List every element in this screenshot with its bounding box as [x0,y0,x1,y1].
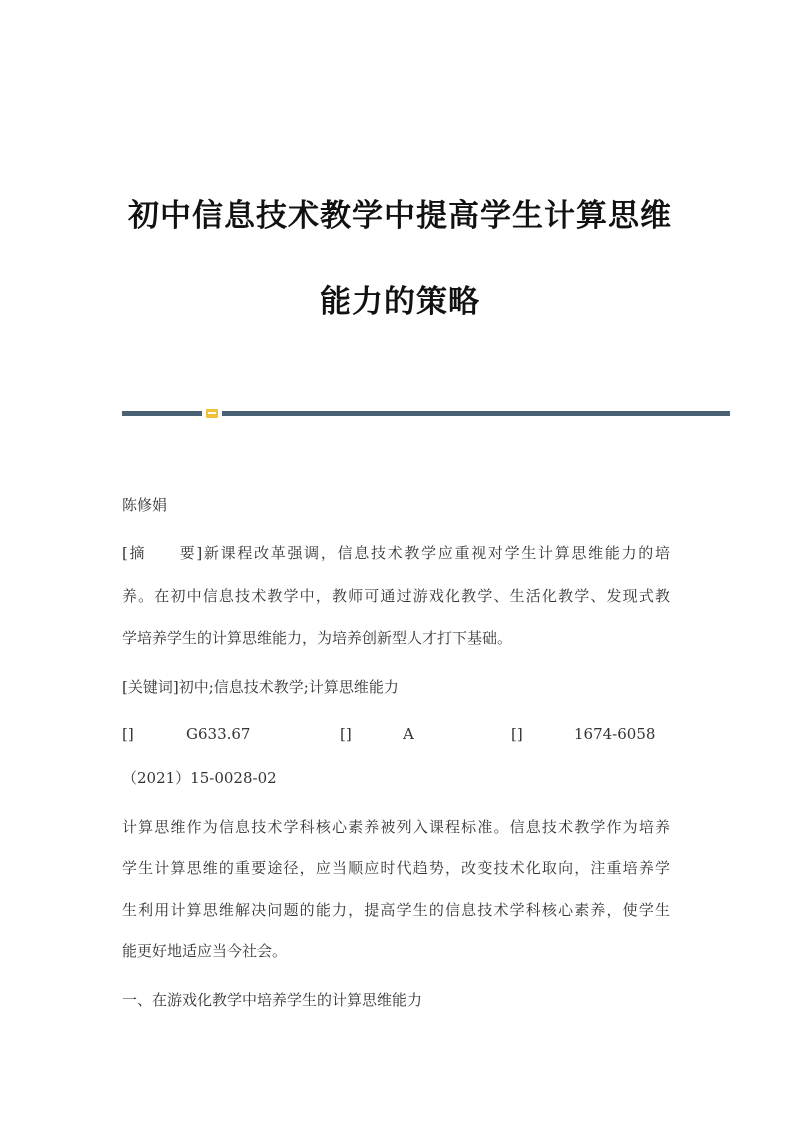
body-paragraph-1-line-1: 计算思维作为信息技术学科核心素养被列入课程标准。信息技术教学作为培养 [122,818,670,836]
abstract-line-3: 学培养学生的计算思维能力，为培养创新型人才打下基础。 [122,629,513,647]
doc-code: A [403,725,414,743]
document-title-line-1: 初中信息技术教学中提高学生计算思维 [128,198,672,234]
section-heading-1: 一、在游戏化教学中培养学生的计算思维能力 [122,991,423,1009]
doc-code-bracket: [] [340,725,352,743]
clc-number: G633.67 [186,725,251,743]
article-id-part1: 1674-6058 [574,725,656,743]
body-paragraph-1-line-3: 生利用计算思维解决问题的能力，提高学生的信息技术学科核心素养，使学生 [122,901,670,919]
article-id-part2: （2021）15-0028-02 [122,769,277,787]
title-divider [122,409,730,417]
divider-left-segment [122,411,202,416]
body-paragraph-1-line-4: 能更好地适应当今社会。 [122,942,288,960]
article-id-bracket: [] [511,725,523,743]
keywords-line: [关键词]初中;信息技术教学;计算思维能力 [122,678,399,696]
body-paragraph-1-line-2: 学生计算思维的重要途径，应当顺应时代趋势，改变技术化取向，注重培养学 [122,859,670,877]
divider-ornament-icon [206,409,218,418]
author-name: 陈修娟 [122,496,168,514]
document-title-line-2: 能力的策略 [320,284,480,320]
clc-bracket: [] [122,725,134,743]
abstract-line-2: 养。在初中信息技术教学中，教师可通过游戏化教学、生活化教学、发现式教 [122,587,670,605]
abstract-line-1: [摘 要]新课程改革强调，信息技术教学应重视对学生计算思维能力的培 [122,544,670,562]
divider-right-segment [222,411,730,416]
